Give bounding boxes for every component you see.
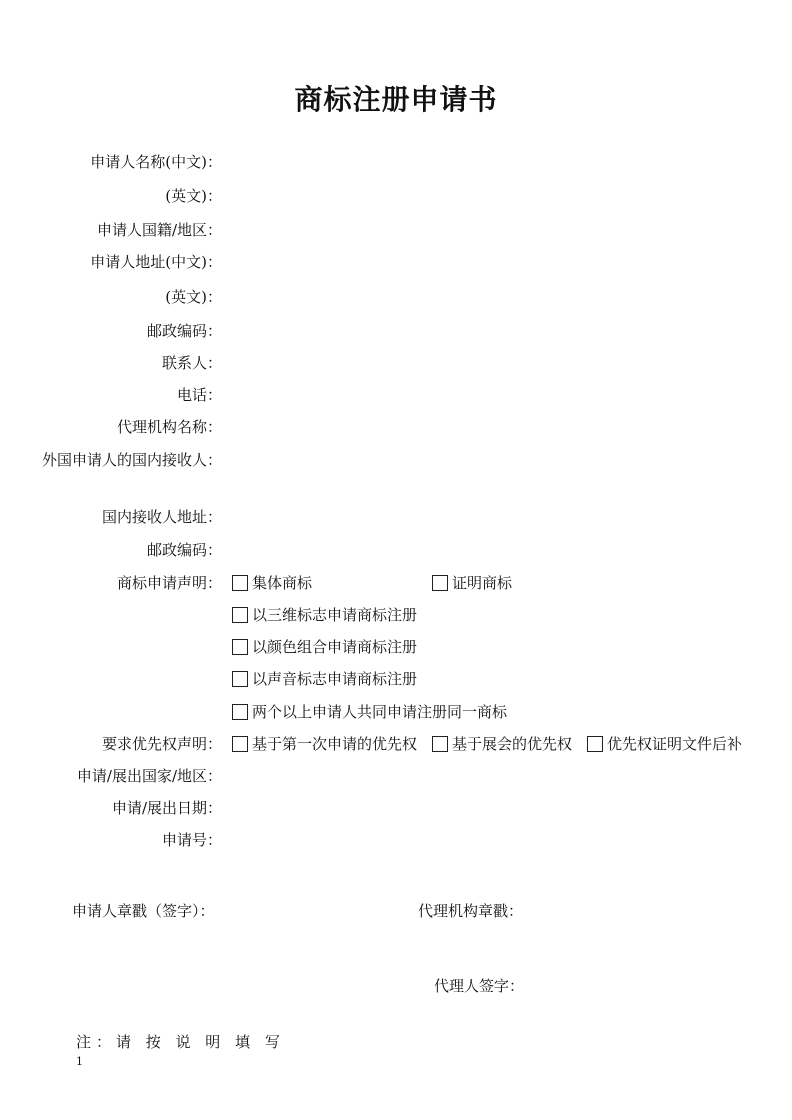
priority-exhibition-text: 基于展会的优先权	[452, 735, 573, 753]
priority-exhibition-option[interactable]	[432, 733, 572, 754]
priority-later-docs-text: 优先权证明文件后补	[607, 735, 743, 753]
address-en-label: (英文)：	[165, 288, 222, 306]
priority-label: 要求优先权声明：	[101, 735, 222, 753]
priority-later-docs-checkbox[interactable]	[587, 736, 603, 752]
agency-name-label: 代理机构名称：	[116, 418, 222, 436]
applicant-name-cn-label: 申请人名称(中文)：	[90, 153, 222, 171]
domestic-receiver-label: 外国申请人的国内接收人：	[41, 451, 222, 469]
address-cn-label: 申请人地址(中文)：	[90, 253, 222, 271]
applicant-seal-label: 申请人章戳（签字）：	[72, 902, 215, 920]
joint-application-checkbox[interactable]	[232, 704, 248, 720]
priority-first-app-checkbox[interactable]	[232, 736, 248, 752]
color-mark-text: 以颜色组合申请商标注册	[252, 638, 418, 656]
three-d-mark-checkbox[interactable]	[232, 607, 248, 623]
country-label: 申请/展出国家/地区：	[76, 767, 222, 785]
priority-later-docs-option[interactable]	[587, 733, 742, 754]
applicant-name-en-label: (英文)：	[165, 187, 222, 205]
sound-mark-checkbox[interactable]	[232, 671, 248, 687]
sound-mark-option[interactable]	[232, 668, 417, 689]
agent-signature-label: 代理人签字：	[434, 977, 525, 995]
priority-first-app-option[interactable]	[232, 733, 417, 754]
collective-mark-option[interactable]	[232, 572, 312, 593]
agency-seal-label: 代理机构章戳：	[418, 902, 524, 920]
date-label: 申请/展出日期：	[111, 799, 222, 817]
joint-application-text: 两个以上申请人共同申请注册同一商标	[252, 703, 508, 721]
receiver-postal-code-label: 邮政编码：	[146, 541, 222, 559]
joint-application-option[interactable]	[232, 701, 507, 722]
receiver-address-label: 国内接收人地址：	[101, 508, 222, 526]
nationality-label: 申请人国籍/地区：	[96, 221, 222, 239]
phone-label: 电话：	[176, 386, 222, 404]
three-d-mark-option[interactable]	[232, 604, 417, 625]
certification-mark-checkbox[interactable]	[432, 575, 448, 591]
color-mark-option[interactable]	[232, 636, 417, 657]
priority-exhibition-checkbox[interactable]	[432, 736, 448, 752]
page-title: 商标注册申请书	[294, 83, 498, 116]
postal-code-label: 邮政编码：	[146, 322, 222, 340]
instruction-note: 注：请 按 说 明 填 写	[76, 1033, 285, 1051]
certification-mark-text: 证明商标	[452, 574, 513, 592]
collective-mark-checkbox[interactable]	[232, 575, 248, 591]
color-mark-checkbox[interactable]	[232, 639, 248, 655]
collective-mark-text: 集体商标	[252, 574, 313, 592]
page-number: 1	[76, 1055, 83, 1068]
sound-mark-text: 以声音标志申请商标注册	[252, 670, 418, 688]
declaration-label: 商标申请声明：	[116, 574, 222, 592]
app-number-label: 申请号：	[161, 831, 222, 849]
three-d-mark-text: 以三维标志申请商标注册	[252, 606, 418, 624]
contact-label: 联系人：	[161, 354, 222, 372]
priority-first-app-text: 基于第一次申请的优先权	[252, 735, 418, 753]
certification-mark-option[interactable]	[432, 572, 512, 593]
